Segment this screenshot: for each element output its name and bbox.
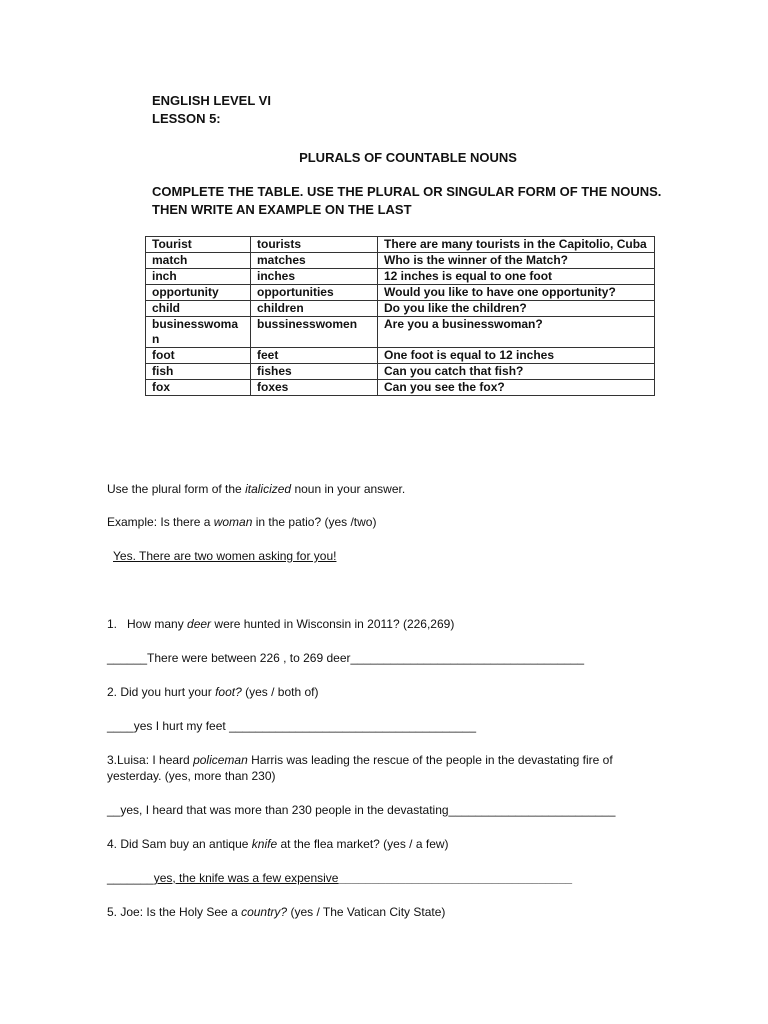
plural-cell: opportunities <box>251 285 378 301</box>
singular-cell: fish <box>146 364 251 380</box>
plural-cell: children <box>251 301 378 317</box>
answer-2[interactable]: ____yes I hurt my feet _____________________________________ <box>107 719 476 733</box>
plural-cell: bussinesswomen <box>251 317 378 348</box>
question-italic: knife <box>251 837 278 851</box>
answer-4[interactable] <box>107 870 572 886</box>
example-cell: Do you like the children? <box>378 301 655 317</box>
question-text: 1. How many <box>107 617 188 631</box>
example-answer: Yes. There are two women asking for you! <box>113 549 337 563</box>
plural-cell: foxes <box>251 380 378 396</box>
singular-cell: foot <box>146 348 251 364</box>
answer-blank: _______ <box>107 871 154 885</box>
section-instruction <box>107 481 405 497</box>
question-text-end: were hunted in Wisconsin in 2011? (226,269) <box>211 617 455 631</box>
instructions-line-2: THEN WRITE AN EXAMPLE ON THE LAST <box>152 202 412 217</box>
question-text: 5. Joe: Is the Holy See a <box>107 905 242 919</box>
table-instructions <box>152 183 661 219</box>
singular-cell: match <box>146 253 251 269</box>
example-cell: Who is the winner of the Match? <box>378 253 655 269</box>
answer-1[interactable]: ______There were between 226 , to 269 deer___________________________________ <box>107 651 585 665</box>
question-italic: policeman <box>193 753 248 767</box>
question-text-end: Harris was leading the rescue of the people in the devastating fire of yesterday. (yes, more than 230) <box>107 753 613 783</box>
question-2 <box>107 684 318 700</box>
table-row <box>146 237 655 253</box>
singular-cell: fox <box>146 380 251 396</box>
singular-cell: businesswoma n <box>146 317 251 348</box>
example-cell: 12 inches is equal to one foot <box>378 269 655 285</box>
answer-text: yes, the knife was a few expensive <box>153 871 339 885</box>
answer-blank-end: ___________________________________ <box>338 871 573 885</box>
table-row <box>146 317 655 348</box>
example-text: Example: Is there a <box>107 515 214 529</box>
question-4 <box>107 836 449 852</box>
example-cell: There are many tourists in the Capitolio, Cuba <box>378 237 655 253</box>
question-italic: country? <box>241 905 288 919</box>
example-cell: Can you catch that fish? <box>378 364 655 380</box>
instruction-text-end: noun in your answer. <box>291 482 406 496</box>
singular-cell: child <box>146 301 251 317</box>
singular-cell: Tourist <box>146 237 251 253</box>
table-row <box>146 285 655 301</box>
question-text: 4. Did Sam buy an antique <box>107 837 252 851</box>
plural-cell: feet <box>251 348 378 364</box>
course-heading: ENGLISH LEVEL VI <box>152 93 271 108</box>
instruction-italic: italicized <box>245 482 292 496</box>
question-text: 3.Luisa: I heard <box>107 753 194 767</box>
table-row <box>146 253 655 269</box>
example-cell: Are you a businesswoman? <box>378 317 655 348</box>
example-cell: Can you see the fox? <box>378 380 655 396</box>
question-italic: deer <box>187 617 212 631</box>
example-cell: Would you like to have one opportunity? <box>378 285 655 301</box>
example-question <box>107 514 376 530</box>
plural-cell: matches <box>251 253 378 269</box>
question-text: 2. Did you hurt your <box>107 685 216 699</box>
singular-cell: inch <box>146 269 251 285</box>
instructions-line-1: COMPLETE THE TABLE. USE THE PLURAL OR SINGULAR FORM OF THE NOUNS. <box>152 184 662 199</box>
table-row <box>146 380 655 396</box>
lesson-heading: LESSON 5: <box>152 111 221 126</box>
plural-cell: tourists <box>251 237 378 253</box>
plural-cell: inches <box>251 269 378 285</box>
table-row <box>146 301 655 317</box>
example-text-end: in the patio? (yes /two) <box>252 515 377 529</box>
question-text-end: (yes / both of) <box>241 685 319 699</box>
table-row <box>146 364 655 380</box>
question-3 <box>107 752 647 784</box>
answer-3[interactable]: __yes, I heard that was more than 230 people in the devastating_________________________ <box>107 803 616 817</box>
question-text-end: at the flea market? (yes / a few) <box>277 837 449 851</box>
question-1 <box>107 616 454 632</box>
table-row <box>146 348 655 364</box>
example-italic: woman <box>213 515 253 529</box>
example-cell: One foot is equal to 12 inches <box>378 348 655 364</box>
singular-cell: opportunity <box>146 285 251 301</box>
question-text-end: (yes / The Vatican City State) <box>287 905 446 919</box>
table-row <box>146 269 655 285</box>
question-5 <box>107 904 445 920</box>
nouns-table <box>145 236 655 396</box>
question-italic: foot? <box>215 685 242 699</box>
page-title: PLURALS OF COUNTABLE NOUNS <box>299 150 517 165</box>
instruction-text: Use the plural form of the <box>107 482 246 496</box>
plural-cell: fishes <box>251 364 378 380</box>
